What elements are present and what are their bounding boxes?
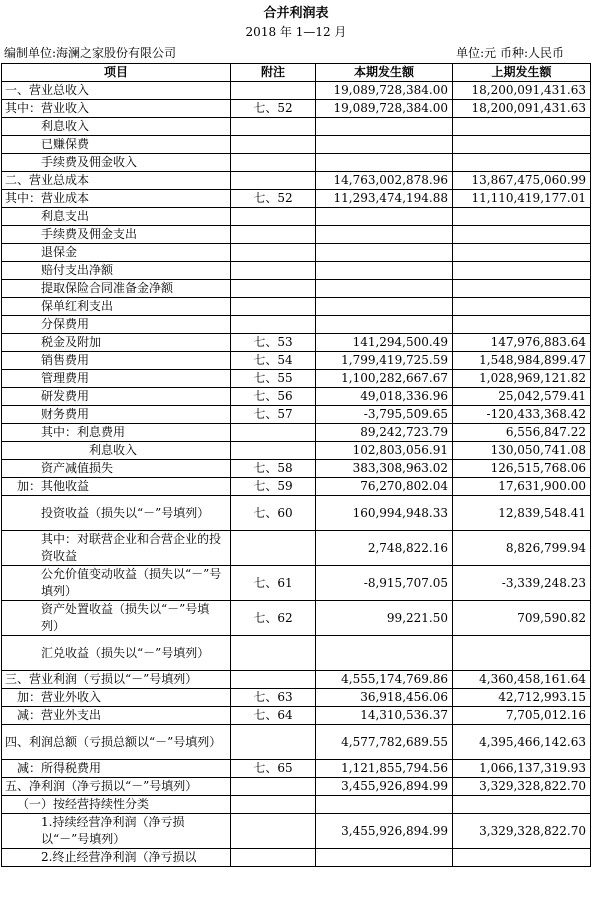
- row-item-cell: 手续费及佣金支出: [2, 226, 231, 244]
- table-row: [2, 208, 591, 226]
- table-row: [2, 725, 591, 760]
- row-item-cell: （一）按经营持续性分类: [2, 796, 231, 814]
- row-item-cell: 加：营业外收入: [2, 689, 231, 707]
- row-prior-cell: [453, 849, 591, 867]
- row-current-cell: 1,799,419,725.59: [316, 352, 453, 370]
- statement-period: 2018 年 1—12 月: [245, 25, 347, 39]
- row-note-cell: 七、60: [231, 496, 316, 531]
- row-current-cell: 19,089,728,384.00: [316, 82, 453, 100]
- table-body: [2, 82, 591, 867]
- row-current-cell: 4,577,782,689.55: [316, 725, 453, 760]
- row-current-cell: [316, 316, 453, 334]
- row-item-cell: 五、净利润（净亏损以“－”号填列）: [2, 778, 231, 796]
- table-row: [2, 316, 591, 334]
- row-prior-cell: [453, 636, 591, 671]
- row-item-cell: 三、营业利润（亏损以“－”号填列）: [2, 671, 231, 689]
- row-prior-cell: 4,395,466,142.63: [453, 725, 591, 760]
- row-prior-cell: [453, 796, 591, 814]
- row-item-cell: 赔付支出净额: [2, 262, 231, 280]
- row-current-cell: [316, 280, 453, 298]
- table-row: [2, 280, 591, 298]
- income-statement-table: [1, 63, 591, 867]
- row-prior-cell: [453, 262, 591, 280]
- row-note-cell: 七、56: [231, 388, 316, 406]
- row-prior-cell: [453, 298, 591, 316]
- row-prior-cell: [453, 136, 591, 154]
- table-header-row: [2, 64, 591, 82]
- row-note-cell: [231, 118, 316, 136]
- row-prior-cell: -120,433,368.42: [453, 406, 591, 424]
- row-current-cell: 19,089,728,384.00: [316, 100, 453, 118]
- row-note-cell: [231, 172, 316, 190]
- row-current-cell: -8,915,707.05: [316, 566, 453, 601]
- row-note-cell: [231, 154, 316, 172]
- row-item-cell: 四、利润总额（亏损总额以“－”号填列）: [2, 725, 231, 760]
- row-note-cell: [231, 136, 316, 154]
- row-prior-cell: 7,705,012.16: [453, 707, 591, 725]
- row-note-cell: [231, 424, 316, 442]
- row-prior-cell: 3,329,328,822.70: [453, 814, 591, 849]
- row-current-cell: 141,294,500.49: [316, 334, 453, 352]
- row-note-cell: [231, 244, 316, 262]
- row-note-cell: 七、65: [231, 760, 316, 778]
- row-item-cell: 减：营业外支出: [2, 707, 231, 725]
- table-row: [2, 136, 591, 154]
- row-item-cell: 保单红利支出: [2, 298, 231, 316]
- table-row: [2, 460, 591, 478]
- row-prior-cell: 130,050,741.08: [453, 442, 591, 460]
- row-note-cell: [231, 796, 316, 814]
- row-note-cell: [231, 531, 316, 566]
- table-row: [2, 442, 591, 460]
- table-row: [2, 671, 591, 689]
- row-prior-cell: [453, 208, 591, 226]
- row-note-cell: [231, 849, 316, 867]
- row-note-cell: [231, 226, 316, 244]
- row-current-cell: 383,308,963.02: [316, 460, 453, 478]
- row-item-cell: 利息收入: [2, 442, 231, 460]
- table-row: [2, 370, 591, 388]
- row-item-cell: 其中：营业收入: [2, 100, 231, 118]
- row-prior-cell: 11,110,419,177.01: [453, 190, 591, 208]
- row-note-cell: 七、52: [231, 100, 316, 118]
- row-note-cell: 七、59: [231, 478, 316, 496]
- row-current-cell: 2,748,822.16: [316, 531, 453, 566]
- row-prior-cell: 6,556,847.22: [453, 424, 591, 442]
- table-row: [2, 334, 591, 352]
- compiling-entity: 编制单位:海澜之家股份有限公司: [4, 46, 177, 60]
- table-row: [2, 388, 591, 406]
- row-current-cell: [316, 118, 453, 136]
- row-current-cell: 3,455,926,894.99: [316, 778, 453, 796]
- table-row: [2, 82, 591, 100]
- row-note-cell: 七、63: [231, 689, 316, 707]
- column-header-item: 项目: [2, 64, 231, 82]
- table-row: [2, 226, 591, 244]
- row-current-cell: 99,221.50: [316, 601, 453, 636]
- row-prior-cell: 18,200,091,431.63: [453, 82, 591, 100]
- row-item-cell: 其中：对联营企业和合营企业的投资收益: [2, 531, 231, 566]
- row-note-cell: [231, 262, 316, 280]
- row-current-cell: -3,795,509.65: [316, 406, 453, 424]
- row-prior-cell: 1,548,984,899.47: [453, 352, 591, 370]
- row-item-cell: 投资收益（损失以“－”号填列）: [2, 496, 231, 531]
- unit-currency: 单位:元 币种:人民币: [456, 46, 564, 60]
- table-row: [2, 244, 591, 262]
- table-row: [2, 190, 591, 208]
- row-prior-cell: 126,515,768.06: [453, 460, 591, 478]
- row-item-cell: 汇兑收益（损失以“－”号填列）: [2, 636, 231, 671]
- row-prior-cell: 13,867,475,060.99: [453, 172, 591, 190]
- row-current-cell: 14,310,536.37: [316, 707, 453, 725]
- row-prior-cell: 18,200,091,431.63: [453, 100, 591, 118]
- row-note-cell: [231, 442, 316, 460]
- row-current-cell: [316, 244, 453, 262]
- row-prior-cell: 42,712,993.15: [453, 689, 591, 707]
- row-item-cell: 加：其他收益: [2, 478, 231, 496]
- row-current-cell: 49,018,336.96: [316, 388, 453, 406]
- row-item-cell: 资产处置收益（损失以“－”号填列）: [2, 601, 231, 636]
- table-row: [2, 796, 591, 814]
- row-prior-cell: [453, 244, 591, 262]
- row-current-cell: [316, 796, 453, 814]
- table-row: [2, 636, 591, 671]
- row-note-cell: [231, 814, 316, 849]
- row-note-cell: [231, 316, 316, 334]
- row-item-cell: 一、营业总收入: [2, 82, 231, 100]
- row-current-cell: 3,455,926,894.99: [316, 814, 453, 849]
- table-row: [2, 406, 591, 424]
- row-item-cell: 退保金: [2, 244, 231, 262]
- row-note-cell: 七、58: [231, 460, 316, 478]
- column-header-current: 本期发生额: [316, 64, 453, 82]
- row-prior-cell: [453, 118, 591, 136]
- row-prior-cell: 4,360,458,161.64: [453, 671, 591, 689]
- row-current-cell: [316, 154, 453, 172]
- row-note-cell: 七、55: [231, 370, 316, 388]
- table-row: [2, 760, 591, 778]
- row-item-cell: 手续费及佣金收入: [2, 154, 231, 172]
- row-prior-cell: 17,631,900.00: [453, 478, 591, 496]
- row-prior-cell: [453, 280, 591, 298]
- row-current-cell: 76,270,802.04: [316, 478, 453, 496]
- row-item-cell: 1.持续经营净利润（净亏损以“－”号填列）: [2, 814, 231, 849]
- row-item-cell: 利息支出: [2, 208, 231, 226]
- row-current-cell: [316, 208, 453, 226]
- row-item-cell: 提取保险合同准备金净额: [2, 280, 231, 298]
- row-current-cell: [316, 298, 453, 316]
- row-note-cell: 七、64: [231, 707, 316, 725]
- table-row: [2, 849, 591, 867]
- table-row: [2, 496, 591, 531]
- table-row: [2, 478, 591, 496]
- row-prior-cell: 3,329,328,822.70: [453, 778, 591, 796]
- table-row: [2, 172, 591, 190]
- table-row: [2, 262, 591, 280]
- row-note-cell: [231, 778, 316, 796]
- row-current-cell: 1,121,855,794.56: [316, 760, 453, 778]
- row-item-cell: 减：所得税费用: [2, 760, 231, 778]
- row-note-cell: 七、61: [231, 566, 316, 601]
- row-note-cell: 七、54: [231, 352, 316, 370]
- statement-title: 合并利润表: [263, 6, 329, 21]
- table-row: [2, 814, 591, 849]
- row-item-cell: 其中：营业成本: [2, 190, 231, 208]
- row-current-cell: 11,293,474,194.88: [316, 190, 453, 208]
- row-note-cell: 七、53: [231, 334, 316, 352]
- row-note-cell: [231, 82, 316, 100]
- row-note-cell: 七、57: [231, 406, 316, 424]
- row-item-cell: 公允价值变动收益（损失以“－”号填列）: [2, 566, 231, 601]
- row-item-cell: 研发费用: [2, 388, 231, 406]
- table-row: [2, 707, 591, 725]
- table-row: [2, 352, 591, 370]
- row-item-cell: 已赚保费: [2, 136, 231, 154]
- row-note-cell: [231, 636, 316, 671]
- row-note-cell: 七、52: [231, 190, 316, 208]
- row-item-cell: 财务费用: [2, 406, 231, 424]
- row-note-cell: [231, 208, 316, 226]
- table-row: [2, 100, 591, 118]
- row-prior-cell: [453, 154, 591, 172]
- table-row: [2, 601, 591, 636]
- row-prior-cell: -3,339,248.23: [453, 566, 591, 601]
- row-note-cell: [231, 725, 316, 760]
- row-current-cell: 89,242,723.79: [316, 424, 453, 442]
- row-current-cell: [316, 136, 453, 154]
- row-prior-cell: 1,066,137,319.93: [453, 760, 591, 778]
- row-prior-cell: 25,042,579.41: [453, 388, 591, 406]
- column-header-note: 附注: [231, 64, 316, 82]
- row-current-cell: [316, 226, 453, 244]
- row-prior-cell: 12,839,548.41: [453, 496, 591, 531]
- row-item-cell: 利息收入: [2, 118, 231, 136]
- row-current-cell: 36,918,456.06: [316, 689, 453, 707]
- table-row: [2, 689, 591, 707]
- table-row: [2, 566, 591, 601]
- row-note-cell: 七、62: [231, 601, 316, 636]
- table-row: [2, 531, 591, 566]
- row-item-cell: 税金及附加: [2, 334, 231, 352]
- row-note-cell: [231, 671, 316, 689]
- row-prior-cell: 1,028,969,121.82: [453, 370, 591, 388]
- row-item-cell: 管理费用: [2, 370, 231, 388]
- table-row: [2, 154, 591, 172]
- row-item-cell: 分保费用: [2, 316, 231, 334]
- row-note-cell: [231, 280, 316, 298]
- row-item-cell: 其中：利息费用: [2, 424, 231, 442]
- row-prior-cell: [453, 226, 591, 244]
- row-prior-cell: 147,976,883.64: [453, 334, 591, 352]
- row-item-cell: 资产减值损失: [2, 460, 231, 478]
- row-current-cell: [316, 849, 453, 867]
- row-prior-cell: [453, 316, 591, 334]
- column-header-prior: 上期发生额: [453, 64, 591, 82]
- row-current-cell: [316, 636, 453, 671]
- row-prior-cell: 709,590.82: [453, 601, 591, 636]
- row-prior-cell: 8,826,799.94: [453, 531, 591, 566]
- table-row: [2, 424, 591, 442]
- row-current-cell: 4,555,174,769.86: [316, 671, 453, 689]
- row-current-cell: 1,100,282,667.67: [316, 370, 453, 388]
- row-item-cell: 二、营业总成本: [2, 172, 231, 190]
- row-current-cell: 14,763,002,878.96: [316, 172, 453, 190]
- table-row: [2, 778, 591, 796]
- table-row: [2, 298, 591, 316]
- row-note-cell: [231, 298, 316, 316]
- row-current-cell: 102,803,056.91: [316, 442, 453, 460]
- row-current-cell: [316, 262, 453, 280]
- table-row: [2, 118, 591, 136]
- row-current-cell: 160,994,948.33: [316, 496, 453, 531]
- row-item-cell: 2.终止经营净利润（净亏损以: [2, 849, 231, 867]
- row-item-cell: 销售费用: [2, 352, 231, 370]
